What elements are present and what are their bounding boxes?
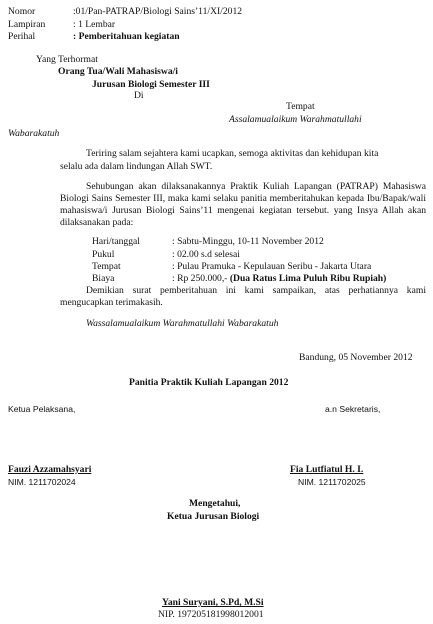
header-label-nomor: Nomor — [8, 6, 36, 17]
left-signer-nim: NIM. 1211702024 — [8, 477, 76, 487]
header-label-perihal: Perihal — [8, 31, 36, 42]
cost-amount: : Rp 250.000,- — [172, 273, 228, 284]
left-signer-role: Ketua Pelaksana, — [8, 404, 76, 414]
body-paragraph-1-line1: Teriring salam sejahtera kami ucapkan, semoga aktivitas dan kehidupan kita — [86, 148, 379, 159]
opening-salam-part1: Assalamualaikum Warahmatullahi — [229, 114, 362, 125]
recipient-line1: Orang Tua/Wali Mahasiswa/i — [58, 66, 178, 77]
header-value-perihal: : Pemberitahuan kegiatan — [73, 31, 180, 42]
acknowledgement-line1: Mengetahui, — [189, 498, 241, 509]
header-value-lampiran: : 1 Lembar — [73, 19, 116, 30]
header-label-lampiran: Lampiran — [8, 19, 46, 30]
detail-label-place: Tempat — [92, 261, 121, 272]
recipient-line2: Jurusan Biologi Semester III — [92, 79, 210, 90]
closing-paragraph: Demikian surat pemberitahuan ini kami sampaikan, atas perhatiannya kami mengucapkan terimakasih. — [60, 285, 426, 308]
recipient-di: Di — [134, 90, 144, 101]
body-paragraph-2: Sehubungan akan dilaksanakannya Praktik Kuliah Lapangan (PATRAP) Mahasiswa Biologi Sains Semester III, maka kami selaku panitia memberitahukan kepada Ibu/Bapak/wali mahasiswa/i Jurusan Biologi Sains’11 mengenai kegiatan tersebut. yang Insya Allah akan dilaksanakan pada: — [60, 181, 426, 228]
right-signer-name: Fia Lutfiatul H. I. — [290, 464, 364, 475]
opening-salam-part2: Wabarakatuh — [8, 128, 60, 139]
detail-label-time: Pukul — [92, 249, 115, 260]
detail-value-cost — [172, 273, 386, 285]
left-signer-name: Fauzi Azzamahsyari — [8, 464, 92, 475]
body-paragraph-1-line2: selalu ada dalam lindungan Allah SWT. — [60, 161, 213, 172]
place-date: Bandung, 05 November 2012 — [299, 352, 413, 363]
detail-value-time: : 02.00 s.d selesai — [172, 249, 240, 260]
recipient-greeting: Yang Terhormat — [36, 54, 98, 65]
cost-in-words: (Dua Ratus Lima Puluh Ribu Rupiah) — [229, 273, 387, 284]
detail-label-date: Hari/tanggal — [92, 236, 140, 247]
right-signer-role: a.n Sekretaris, — [325, 404, 381, 414]
committee-title: Panitia Praktik Kuliah Lapangan 2012 — [129, 377, 289, 388]
department-head-name: Yani Suryani, S.Pd, M.Si — [162, 597, 264, 608]
acknowledgement-line2: Ketua Jurusan Biologi — [167, 511, 260, 522]
detail-value-date: : Sabtu-Minggu, 10-11 November 2012 — [172, 236, 324, 247]
header-value-nomor: :01/Pan-PATRAP/Biologi Sains’11/XI/2012 — [73, 6, 243, 17]
closing-salam: Wassalamualaikum Warahmatullahi Wabarakatuh — [86, 318, 279, 329]
right-signer-nim: NIM. 1211702025 — [298, 477, 366, 487]
detail-label-cost: Biaya — [92, 273, 115, 284]
department-head-nip: NIP. 197205181998012001 — [158, 609, 264, 620]
detail-value-place: : Pulau Pramuka - Kepulauan Seribu - Jakarta Utara — [172, 261, 372, 272]
recipient-tempat: Tempat — [286, 101, 315, 112]
